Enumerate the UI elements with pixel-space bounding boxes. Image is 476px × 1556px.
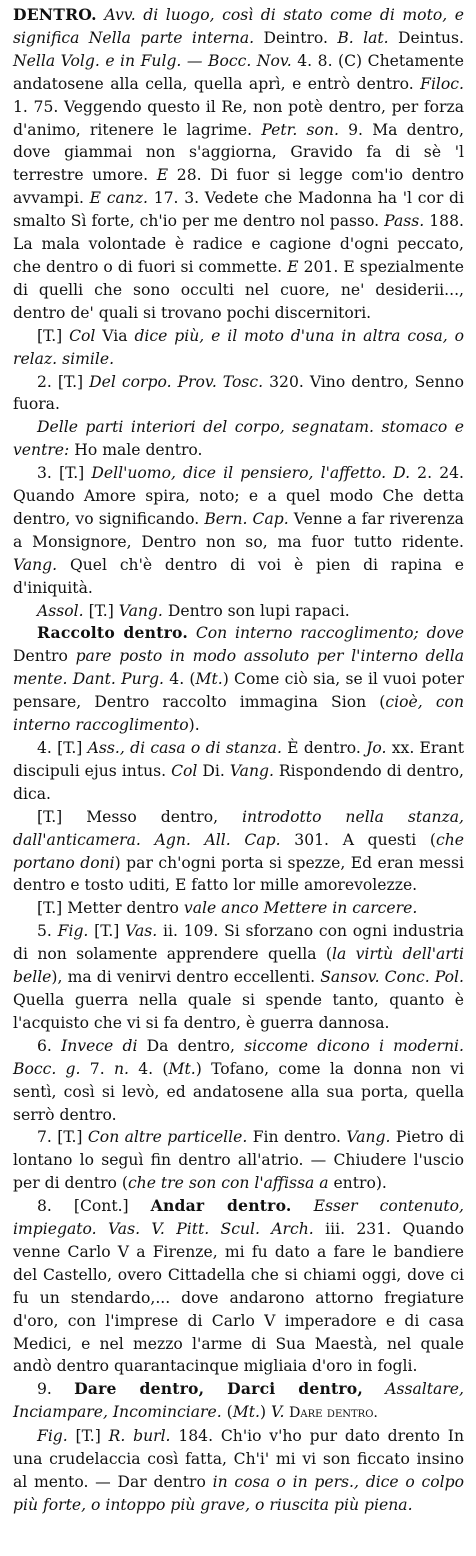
text-run: Da dentro, [137, 1036, 245, 1055]
text-run: V. [270, 1403, 285, 1422]
text-run: E canz. [89, 189, 148, 208]
text-run: Mt. [195, 670, 223, 689]
text-run: che portano doni [13, 830, 464, 872]
text-run: È dentro. [281, 739, 367, 757]
sense-5-fig [13, 920, 464, 1035]
text-run: 9. [37, 1380, 75, 1399]
text-run: Jo. [366, 739, 387, 757]
text-run: [T.] [83, 601, 119, 620]
text-run: 4. ( [128, 1059, 169, 1078]
text-run: Raccolto dentro. [37, 623, 188, 643]
text-run: 7. [80, 1059, 114, 1078]
text-run: n. [113, 1059, 129, 1078]
text-run: Pass. [384, 212, 425, 231]
text-run [188, 624, 196, 642]
text-run: Andar dentro. [150, 1196, 292, 1216]
text-run: Dare dentro. [284, 1405, 378, 1422]
text-run: [T.] [67, 1427, 109, 1446]
text-run: Quel ch'è dentro di voi è pien di rapina e d'iniquità. [13, 555, 464, 597]
text-run: Vang. [13, 555, 58, 574]
sense-3-dell-uomo [13, 462, 464, 599]
text-run: Rispondendo di dentro, dica. [13, 761, 464, 803]
text-run: ) Tofano, come la donna non vi sentì, così si levò, ed andatosene alla sua porta, quella serrò dentro. [13, 1059, 464, 1124]
sense-2-parti-interiori [13, 416, 464, 462]
text-run: Col [171, 761, 198, 780]
text-run: 1. 75. Veggendo questo il Re, non potè dentro, per forza d'animo, ritenere le lagrime. [13, 97, 464, 139]
text-run: DENTRO. [13, 5, 97, 24]
text-run: 2. 24. Quando Amore spira, noto; e a quel modo Che detta dentro, vo significando. [13, 464, 464, 528]
entry-col-via [13, 325, 464, 371]
text-run: Assol. [37, 601, 84, 620]
text-run: E [287, 257, 299, 276]
text-run: 17. 3. Vedete che Madonna ha 'l cor di smalto Sì forte, ch'io per me dentro nol passo. [13, 189, 464, 231]
text-run: E [156, 166, 169, 185]
text-run: Con altre particelle. [87, 1128, 248, 1147]
text-run: xx. Erant discipuli ejus intus. [13, 739, 464, 780]
text-run: B. lat. [337, 28, 389, 47]
text-run: ) Come ciò sia, se il vuoi poter pensare, Dentro raccolto immagina Sion ( [13, 670, 464, 712]
text-run: dice più, e il moto d'una in altra cosa, o relaz. simile. [13, 326, 464, 368]
text-run: 7. [T.] [37, 1128, 88, 1147]
text-run: ), ma di venirvi dentro eccellenti. [51, 968, 321, 987]
text-run: Dentro son lupi rapaci. [162, 601, 350, 620]
text-run: Dare dentro, Darci dentro, [74, 1379, 364, 1399]
text-run: 320. Vino dentro, Senno fuora. [13, 372, 464, 414]
text-run: 6. [37, 1036, 62, 1055]
text-run [363, 1380, 385, 1398]
text-run: iii. 231. Quando venne Carlo V a Firenze, mi fu dato a fare le bandiere del Castello, overo Cittadella che si chiami oggi, dove ci fu un stendardo,... dove andarono attorno fregiature d'oro, con l'imprese di Carlo V imperadore e di casa Medici, e nel mezzo l'arme di Sua Maestà, nel quale andò dentro quarantacinque migliaia d'oro in fogli. [13, 1220, 464, 1376]
text-run: [T.] [88, 922, 126, 941]
text-run: 5. [37, 922, 58, 941]
sense-9-fig [13, 1425, 464, 1517]
text-run: Invece di [61, 1036, 138, 1055]
text-run: 201. E spezialmente di quelli che sono occulti nel cuore, ne' desiderii..., dentro de' quali si trovano pochi discernitori. [13, 257, 464, 322]
sense-4-messo-dentro [13, 806, 464, 898]
entry-dentro-definition [13, 4, 464, 325]
text-run: Avv. di luogo, così di stato come di moto, e significa Nella parte interna. [13, 6, 464, 47]
text-run: Pietro di lontano lo seguì fin dentro all'atrio. — Chiudere l'uscio per di dentro ( [13, 1128, 465, 1193]
text-run: la virtù dell'arti belle [13, 945, 464, 987]
text-run: Ass., di casa o di stanza. [87, 739, 282, 757]
text-run: 28. Di fuor si legge com'io dentro avvampi. [13, 166, 464, 208]
text-run: cioè, con interno raccoglimento [13, 693, 464, 735]
sense-raccolto-dentro [13, 622, 464, 737]
text-run: 188. La mala volontade è radice e cagione d'ogni peccato, che dentro o di fuori si commette. [13, 212, 464, 276]
text-run: Di. [197, 761, 230, 780]
text-run: Deintus. [388, 28, 464, 47]
text-run: [T.] Metter dentro [37, 899, 184, 918]
text-run: Mettere in carcere. [263, 899, 418, 918]
text-run: Mt. [168, 1059, 196, 1078]
text-run: Sansov. Conc. Pol. [320, 968, 464, 987]
text-run: ) [259, 1403, 271, 1422]
text-run: Fin dentro. [247, 1128, 347, 1147]
text-run: Con interno raccoglimento; dove [195, 624, 464, 643]
text-run: 8. [Cont.] [37, 1197, 151, 1216]
text-run: 184. Ch'io v'ho pur dato drento In una crudelaccia così fatta, Ch'i' mi vi son ficcato insino al mento. — Dar dentro [13, 1427, 465, 1491]
text-run: 4. ( [164, 670, 196, 689]
text-run: ( [221, 1403, 233, 1422]
text-run: Venne a far riverenza a Monsignore, Dentro non so, ma fuor tutto ridente. [13, 509, 464, 551]
text-run: Petr. son. [261, 120, 339, 139]
text-run: in cosa o in pers., dice o colpo più forte, o intoppo più grave, o riuscita più piena. [13, 1473, 464, 1514]
text-run: Delle parti interiori del corpo, segnatam. stomaco e ventre: [13, 418, 464, 460]
text-run: R. burl. [108, 1427, 171, 1446]
text-run: Dell'uomo, dice il pensiero, l'affetto. D. [91, 464, 411, 483]
text-run: Del corpo. Prov. Tosc. [89, 372, 264, 391]
text-run: 3. [T.] [37, 464, 92, 483]
text-run: Via [95, 326, 135, 345]
text-run: [T.] [37, 326, 70, 345]
text-run: Dentro [13, 647, 76, 666]
text-run: Fig. [37, 1427, 68, 1446]
sense-4-metter-dentro [13, 897, 464, 920]
text-run: Assaltare, Inciampare, Incominciare. [13, 1380, 464, 1422]
text-run: 9. Ma dentro, dove giammai non s'aggiorna, Gravido fa di sè 'l terrestre umore. [13, 120, 464, 185]
text-run: ) par ch'ogni porta si spezze, Ed eran messi dentro e tosto uditi, E fatto lor mille amorevolezze. [13, 853, 464, 895]
text-run: entro). [328, 1174, 387, 1193]
text-run: che tre son con l'affissa a [127, 1174, 329, 1193]
text-run: Vang. [229, 761, 274, 780]
text-run: Col [69, 326, 96, 345]
text-run: 4. 8. (C) Chetamente andatosene alla cella, quella aprì, e entrò dentro. [13, 51, 464, 93]
sense-4-di-casa [13, 737, 464, 806]
text-run: Nella Volg. e in Fulg. — Bocc. Nov. [13, 51, 292, 70]
sense-2-del-corpo [13, 371, 464, 417]
text-run: Quella guerra nella quale si spende tanto, quanto è l'acquisto che vi si fa dentro, è guerra dannosa. [13, 990, 464, 1032]
text-run: Deintro. [254, 28, 338, 47]
text-run: 2. [T.] [37, 372, 90, 391]
text-run: ). [188, 716, 200, 735]
text-run: Fig. [57, 922, 89, 941]
text-run: Filoc. [420, 74, 464, 93]
text-run: vale anco [183, 899, 259, 918]
text-run: Vang. [346, 1128, 391, 1147]
sense-6-da-dentro [13, 1035, 464, 1127]
text-run: introdotto nella stanza, dall'anticamera. Agn. All. Cap. [13, 807, 465, 849]
text-run [292, 1197, 314, 1215]
sense-7-altre-particelle [13, 1126, 464, 1195]
text-run: Vang. [118, 601, 163, 620]
text-run: Vas. [125, 922, 158, 941]
text-run: pare posto in modo assoluto per l'interno della mente. Dant. Purg. [13, 647, 465, 689]
text-run: 301. A questi ( [280, 830, 436, 849]
text-run: Mt. [232, 1403, 260, 1422]
sense-3-assol [13, 600, 464, 623]
sense-8-andar-dentro [13, 1195, 464, 1378]
text-run: Ho male dentro. [69, 441, 203, 460]
text-run: [T.] Messo dentro, [37, 807, 243, 826]
text-run: siccome dicono i moderni. Bocc. g. [13, 1036, 464, 1078]
text-run: Bern. Cap. [204, 509, 289, 528]
text-run: ii. 109. Si sforzano con ogni industria di non solamente apprendere quella ( [13, 922, 464, 964]
text-run: 4. [T.] [37, 739, 88, 757]
sense-9-dare-dentro [13, 1378, 464, 1425]
text-run: Esser contenuto, impiegato. Vas. V. Pitt. Scul. Arch. [13, 1197, 465, 1239]
